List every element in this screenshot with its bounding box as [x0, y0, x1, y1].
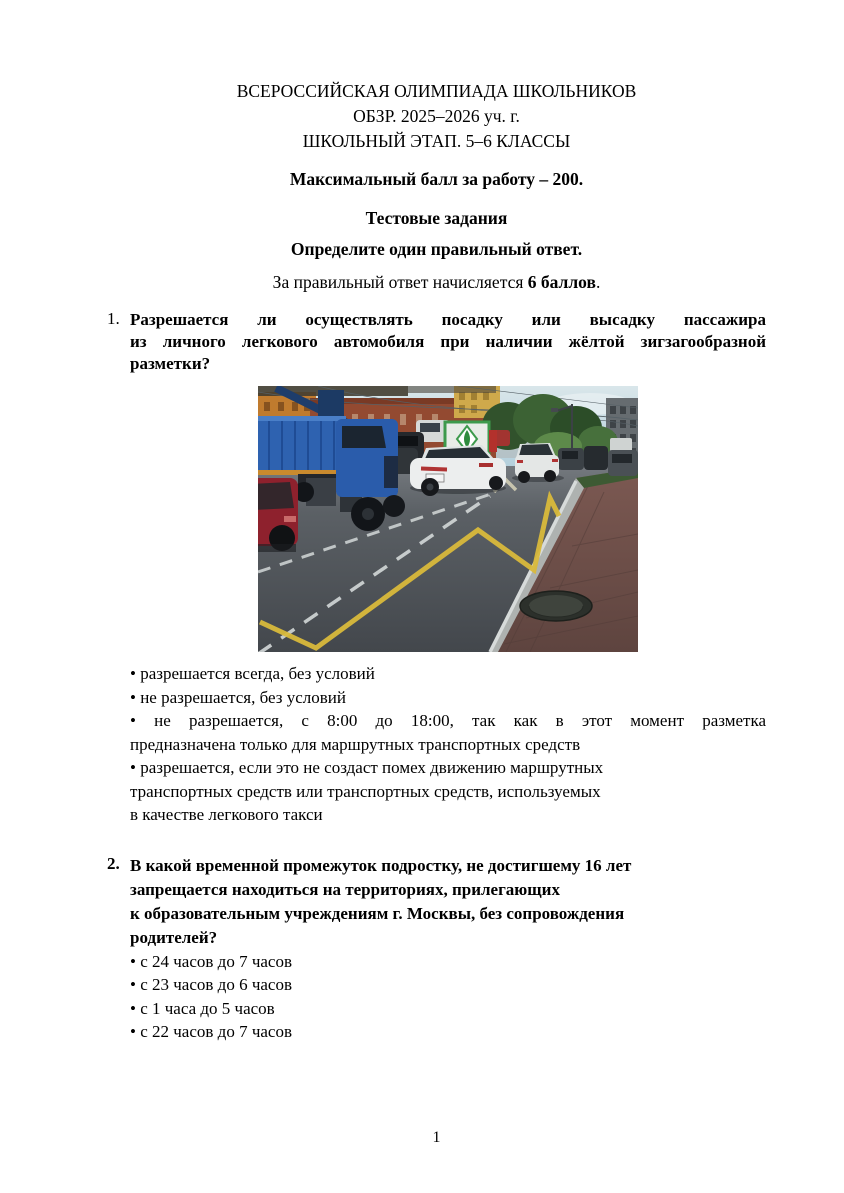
question-1-photo — [258, 386, 638, 652]
traffic-photo-scene — [258, 386, 638, 652]
answer-option: • разрешается всегда, без условий — [130, 664, 375, 683]
scoring-line — [107, 270, 766, 294]
instruction-line: Определите один правильный ответ. — [290, 239, 583, 259]
scoring-suffix: . — [595, 272, 601, 292]
question-1-text-line-2: из личного легкового автомобиля при наличии жёлтой зигзагообразной — [130, 332, 766, 351]
header-line-2: ОБЗР. 2025–2026 уч. г. — [353, 106, 520, 126]
document-header — [107, 79, 766, 154]
max-score-line: Максимальный балл за работу – 200. — [289, 169, 584, 189]
header-line-1: ВСЕРОССИЙСКАЯ ОЛИМПИАДА ШКОЛЬНИКОВ — [236, 81, 637, 101]
question-1 — [107, 309, 766, 827]
answer-option: • разрешается, если это не создаст помех движению маршрутных — [130, 758, 604, 777]
question-2-text-line-2: запрещается находиться на территориях, прилегающих — [130, 879, 560, 899]
question-2-text-line-4: родителей? — [130, 927, 218, 947]
question-1-options — [130, 662, 766, 827]
header-line-3: ШКОЛЬНЫЙ ЭТАП. 5–6 КЛАССЫ — [302, 131, 571, 151]
answer-option: • с 24 часов до 7 часов — [130, 951, 292, 971]
question-2-text-line-1: В какой временной промежуток подростку, не достигшему 16 лет — [130, 855, 632, 875]
manhole-cover — [520, 591, 592, 621]
question-2 — [107, 854, 766, 1044]
red-car — [258, 478, 298, 552]
answer-option: • с 22 часов до 7 часов — [130, 1022, 292, 1041]
answer-option: • не разрешается, без условий — [130, 687, 346, 707]
question-2-text-line-3: к образовательным учреждениям г. Москвы, без сопровождения — [130, 903, 625, 923]
section-title: Тестовые задания — [365, 208, 508, 228]
answer-option-continuation: предназначена только для маршрутных транспортных средств — [130, 734, 581, 754]
answer-option: • с 1 часа до 5 часов — [130, 998, 275, 1018]
question-1-text-line-1: Разрешается ли осуществлять посадку или высадку пассажира — [130, 310, 766, 329]
question-1-text-line-3: разметки? — [130, 354, 211, 373]
answer-option-continuation: транспортных средств или транспортных средств, используемых — [130, 781, 601, 801]
question-2-number: 2. — [107, 853, 120, 873]
scoring-points: 6 баллов — [527, 272, 596, 292]
answer-option: • не разрешается, с 8:00 до 18:00, так как в этот момент разметка — [130, 711, 766, 730]
scoring-prefix: За правильный ответ начисляется — [272, 272, 528, 292]
question-2-options — [130, 950, 766, 1044]
question-1-number: 1. — [107, 309, 120, 328]
answer-option-continuation: в качестве легкового такси — [130, 805, 323, 824]
page-number: 1 — [432, 1129, 441, 1146]
page-content — [107, 0, 766, 1044]
answer-option: • с 23 часов до 6 часов — [130, 975, 292, 994]
